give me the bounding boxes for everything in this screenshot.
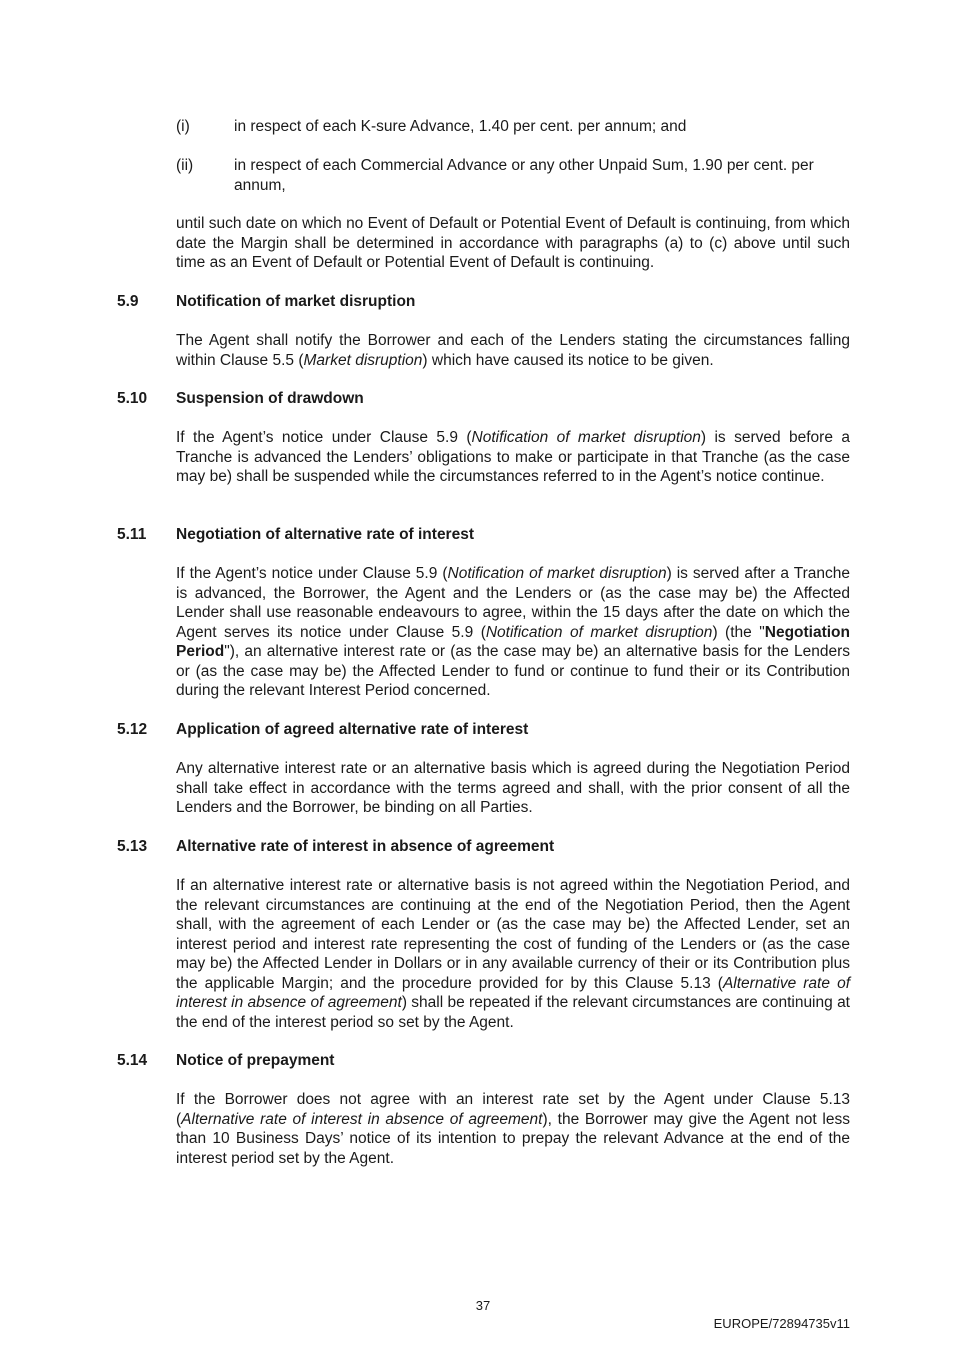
section-paragraph: If an alternative interest rate or alternative basis is not agreed within the Negotiation Period, and the relevant circumstances are continuing at the end of the Negotiation Period, then the Agent shall, with the agreement of each Lender or (as the case may be) the Affected Lender, set an interest period and interest rate representing the cost of funding of the Lenders or (as the case may be) the Affected Lender in Dollars or in any available currency of their or its Contribution plus the applicable Margin; and the procedure provided for by this Clause 5.13 (Alternative rate of interest in absence of agreement) shall be repeated if the relevant circumstances are continuing at the end of the interest period so set by the Agent.: [176, 877, 851, 1031]
section-title: Application of agreed alternative rate of interest: [176, 721, 529, 738]
list-item-text: in respect of each K-sure Advance, 1.40 per cent. per annum; and: [234, 118, 687, 135]
section-number: 5.14: [117, 1052, 148, 1069]
section-paragraph: If the Borrower does not agree with an interest rate set by the Agent under Clause 5.13 (Alternative rate of interest in absence of agreement), the Borrower may give the Agent not less than 10 Business Days’ notice of its intention to prepay the relevant Advance at the end of the interest period set by the Agent.: [176, 1091, 850, 1167]
section-paragraph: Any alternative interest rate or an alternative basis which is agreed during the Negotiation Period shall take effect in accordance with the terms agreed and shall, with the prior consent of all the Lenders and the Borrower, be binding on all Parties.: [176, 760, 850, 816]
section-title: Alternative rate of interest in absence of agreement: [176, 838, 555, 855]
section-paragraph: The Agent shall notify the Borrower and each of the Lenders stating the circumstances falling within Clause 5.5 (Market disruption) which have caused its notice to be given.: [176, 332, 850, 369]
section-title: Notice of prepayment: [176, 1052, 335, 1069]
section-title: Suspension of drawdown: [176, 390, 364, 407]
section-paragraph: If the Agent’s notice under Clause 5.9 (Notification of market disruption) is served after a Tranche is advanced, the Borrower, the Agent and the Lenders or (as the case may be) the Affected Lender shall use reasonable endeavours to agree, within the 15 days after the date on which the Agent serves its notice under Clause 5.9 (Notification of market disruption) (the "Negotiation Period"), an alternative interest rate or (as the case may be) an alternative basis for the Lenders or (as the case may be) the Affected Lender to fund or continue to fund their or its Contribution during the relevant Interest Period concerned.: [176, 565, 850, 699]
list-item-number: (ii): [176, 157, 194, 174]
section-number: 5.12: [117, 721, 148, 738]
section-number: 5.11: [117, 526, 147, 543]
section-title: Negotiation of alternative rate of interest: [176, 526, 474, 543]
section-number: 5.10: [117, 390, 148, 407]
section-number: 5.9: [117, 293, 139, 310]
document-reference: EUROPE/72894735v11: [713, 1316, 850, 1331]
list-item-text: in respect of each Commercial Advance or any other Unpaid Sum, 1.90 per cent. per annum,: [234, 157, 814, 194]
list-item-number: (i): [176, 118, 190, 135]
page-number: 37: [475, 1298, 491, 1313]
intro-paragraph: until such date on which no Event of Default or Potential Event of Default is continuing, from which date the Margin shall be determined in accordance with paragraphs (a) to (c) above until such time as an Event of Default or Potential Event of Default is continuing.: [176, 215, 850, 271]
section-number: 5.13: [117, 838, 148, 855]
section-title: Notification of market disruption: [176, 293, 416, 310]
section-paragraph: If the Agent’s notice under Clause 5.9 (Notification of market disruption) is served before a Tranche is advanced the Lenders’ obligations to make or participate in that Tranche (as the case may be) shall be suspended while the circumstances referred to in the Agent’s notice continue.: [176, 429, 850, 485]
